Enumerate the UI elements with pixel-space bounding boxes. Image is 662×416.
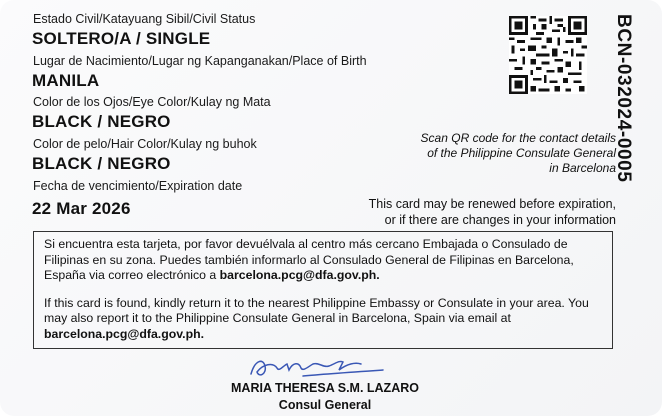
signatory-title: Consul General [278,398,372,412]
civil-status-value: SOLTERO/A / SINGLE [32,29,211,48]
place-of-birth-label: Lugar de Nacimiento/Lugar ng Kapanganakan/Place of Birth [33,54,367,68]
expiration-value: 22 Mar 2026 [32,199,131,218]
qr-caption-line: of the Philippine Consulate General [427,146,616,160]
renewal-line: or if there are changes in your information [384,213,616,227]
qr-caption-line: Scan QR code for the contact details [420,131,616,145]
renewal-note [300,196,616,228]
return-notice-box [33,231,613,349]
renewal-line: This card may be renewed before expiration, [368,197,616,211]
signature-icon [243,354,393,382]
consulate-email-link[interactable]: barcelona.pcg@dfa.gov.ph [44,326,201,341]
card-number: BCN-032024-0005 [613,14,634,183]
signatory [200,380,450,414]
hair-color-value: BLACK / NEGRO [32,154,171,173]
eye-color-value: BLACK / NEGRO [32,112,171,131]
hair-color-label: Color de pelo/Hair Color/Kulay ng buhok [33,137,257,151]
notice-english-text: If this card is found, kindly return it to the nearest Philippine Embassy or Consulate in your area. You may also report it to the Philippine Consulate General in Barcelona, Spain via email at [44,295,589,325]
place-of-birth-value: MANILA [32,71,100,90]
civil-status-label: Estado Civil/Katayuang Sibil/Civil Status [33,12,256,26]
consulate-email-link[interactable]: barcelona.pcg@dfa.gov.ph [219,268,377,282]
signatory-name: MARIA THERESA S.M. LAZARO [231,381,419,395]
qr-code-icon[interactable] [509,16,587,94]
notice-spanish-text: Si encuentra esta tarjeta, por favor devuélvala al centro más cercano Embajada o Consulado de Filipinas en su zona. Puedes también informarlo al Consulado General de Filipinas en Barcelona, España via correo electrónico a [44,237,574,282]
qr-caption [380,131,616,176]
qr-caption-line: in Barcelona [549,161,616,175]
notice-spanish [44,237,602,284]
eye-color-label: Color de los Ojos/Eye Color/Kulay ng Mata [33,95,271,109]
notice-english [44,296,602,343]
notice-period: . [200,326,205,341]
expiration-label: Fecha de vencimiento/Expiration date [33,179,243,193]
notice-period: . [376,268,380,282]
